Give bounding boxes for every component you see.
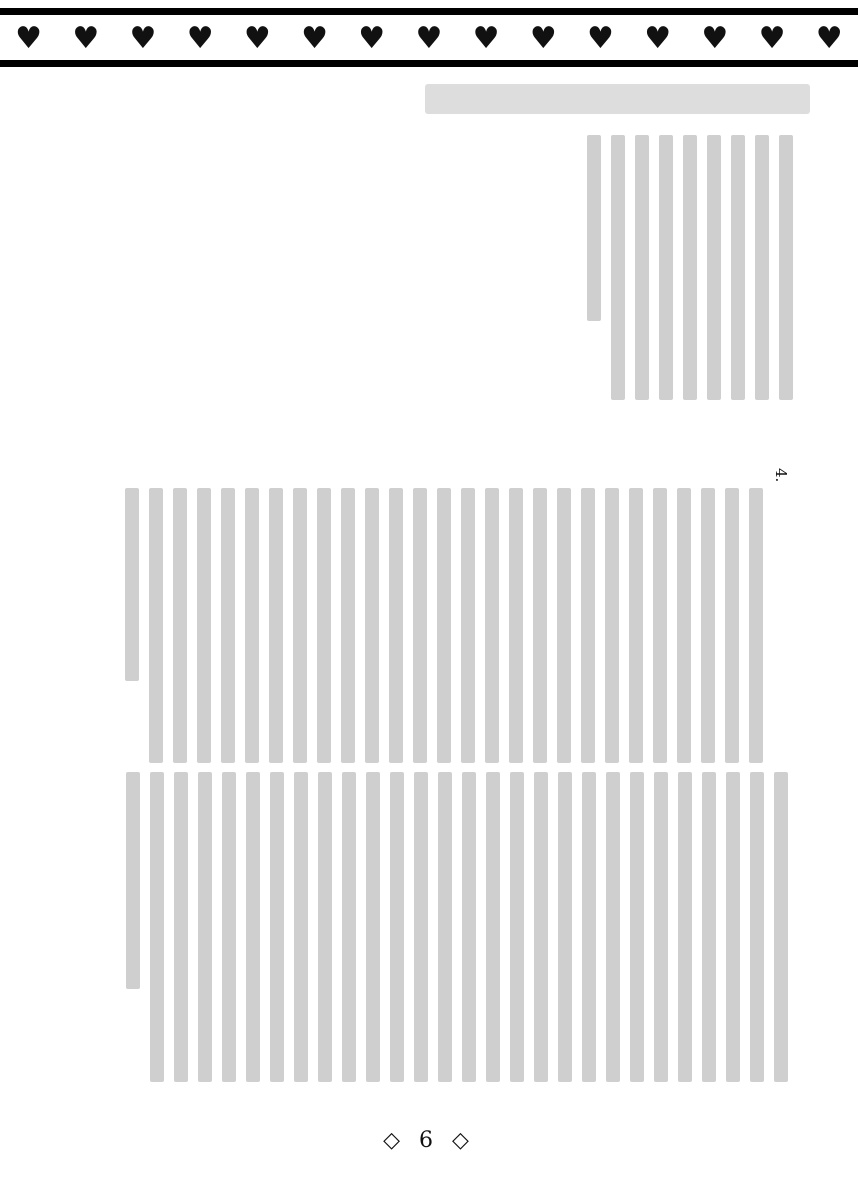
top-border-bar <box>0 8 858 15</box>
text-line-placeholder <box>221 488 235 763</box>
heart-icon: ♥ <box>243 21 271 56</box>
text-line-placeholder <box>269 488 283 763</box>
text-line-placeholder <box>605 488 619 763</box>
text-line-placeholder <box>197 488 211 763</box>
text-block-3 <box>98 772 788 1082</box>
heart-border <box>0 22 858 56</box>
text-block-2 <box>98 488 763 763</box>
heart-icon: ♥ <box>301 21 328 56</box>
section-number: 4. <box>772 468 790 483</box>
text-line-placeholder <box>414 772 428 1082</box>
text-line-placeholder <box>654 772 668 1082</box>
text-line-placeholder <box>611 135 625 400</box>
text-line-placeholder <box>317 488 331 763</box>
text-line-placeholder <box>533 488 547 763</box>
heart-icon: ♥ <box>358 21 386 56</box>
text-line-placeholder <box>635 135 649 400</box>
text-line-placeholder <box>126 772 140 989</box>
text-line-placeholder <box>198 772 212 1082</box>
text-line-placeholder <box>173 488 187 763</box>
heart-icon: ♥ <box>415 21 443 56</box>
text-line-placeholder <box>630 772 644 1082</box>
text-line-placeholder <box>726 772 740 1082</box>
text-line-placeholder <box>678 772 692 1082</box>
text-line-placeholder <box>701 488 715 763</box>
text-line-placeholder <box>750 772 764 1082</box>
diamond-icon: ◇ <box>452 1128 475 1153</box>
heart-icon: ♥ <box>529 21 557 56</box>
text-line-placeholder <box>510 772 524 1082</box>
text-line-placeholder <box>702 772 716 1082</box>
text-line-placeholder <box>749 488 763 763</box>
text-line-placeholder <box>779 135 793 400</box>
text-line-placeholder <box>707 135 721 400</box>
text-line-placeholder <box>462 772 476 1082</box>
text-line-placeholder <box>389 488 403 763</box>
text-line-placeholder <box>653 488 667 763</box>
text-line-placeholder <box>246 772 260 1082</box>
text-line-placeholder <box>534 772 548 1082</box>
text-line-placeholder <box>581 488 595 763</box>
text-line-placeholder <box>755 135 769 400</box>
text-line-placeholder <box>365 488 379 763</box>
text-line-placeholder <box>683 135 697 400</box>
heart-icon: ♥ <box>587 21 614 56</box>
heart-icon: ♥ <box>758 21 786 56</box>
heart-icon: ♥ <box>701 21 729 56</box>
text-line-placeholder <box>774 772 788 1082</box>
text-line-placeholder <box>582 772 596 1082</box>
text-line-placeholder <box>125 488 139 681</box>
text-line-placeholder <box>438 772 452 1082</box>
text-line-placeholder <box>606 772 620 1082</box>
text-line-placeholder <box>342 772 356 1082</box>
text-block-1 <box>565 135 793 400</box>
text-line-placeholder <box>149 488 163 763</box>
text-line-placeholder <box>557 488 571 763</box>
text-line-placeholder <box>245 488 259 763</box>
text-line-placeholder <box>659 135 673 400</box>
text-line-placeholder <box>222 772 236 1082</box>
text-line-placeholder <box>731 135 745 400</box>
text-line-placeholder <box>558 772 572 1082</box>
heart-icon: ♥ <box>472 21 500 56</box>
page-number-value: 6 <box>419 1128 439 1153</box>
chapter-title-redacted <box>425 84 810 114</box>
text-line-placeholder <box>293 488 307 763</box>
text-line-placeholder <box>677 488 691 763</box>
heart-icon: ♥ <box>15 21 43 56</box>
text-line-placeholder <box>629 488 643 763</box>
text-line-placeholder <box>485 488 499 763</box>
heart-icon: ♥ <box>815 21 843 56</box>
page-number <box>0 1128 858 1153</box>
text-line-placeholder <box>174 772 188 1082</box>
text-line-placeholder <box>294 772 308 1082</box>
heart-icon: ♥ <box>72 21 100 56</box>
text-line-placeholder <box>587 135 601 321</box>
text-line-placeholder <box>318 772 332 1082</box>
text-line-placeholder <box>341 488 355 763</box>
text-line-placeholder <box>270 772 284 1082</box>
text-line-placeholder <box>461 488 475 763</box>
heart-icon: ♥ <box>186 21 214 56</box>
text-line-placeholder <box>390 772 404 1082</box>
text-line-placeholder <box>509 488 523 763</box>
text-line-placeholder <box>413 488 427 763</box>
bottom-border-bar <box>0 60 858 67</box>
diamond-icon: ◇ <box>383 1128 406 1153</box>
heart-icon: ♥ <box>644 21 672 56</box>
text-line-placeholder <box>366 772 380 1082</box>
heart-icon: ♥ <box>129 21 157 56</box>
text-line-placeholder <box>437 488 451 763</box>
text-line-placeholder <box>486 772 500 1082</box>
text-line-placeholder <box>150 772 164 1082</box>
text-line-placeholder <box>725 488 739 763</box>
